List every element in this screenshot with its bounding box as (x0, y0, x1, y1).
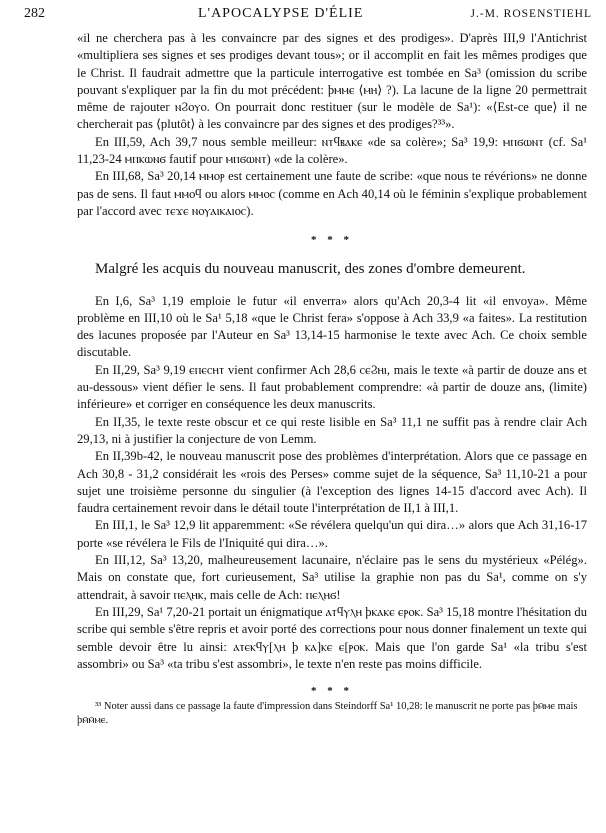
section-separator: * * * (311, 234, 353, 247)
section-lead-paragraph: Malgré les acquis du nouveau manuscrit, des zones d'ombre demeurent. (95, 260, 526, 277)
paragraph: En II,35, le texte reste obscur et ce qui reste lisible en Sa³ 11,1 ne suffit pas à rendre clair Ach 29,13, ni à justifier la conjecture de von Lemm. (77, 414, 587, 446)
paragraph: En III,68, Sa³ 20,14 ⲙⲙⲟⲣ est certainement une faute de scribe: «que nous te révérions» ne donne pas de sens. Il faut ⲙⲙⲟϥ ou alors ⲙⲙⲟⲥ (comme en Ach 40,14 où le féminin s'explique probablement par l'accord avec ⲧⲉϫⲉ ⲛⲟⲩⲁⲓⲕⲁⲓⲟⲥ). (77, 169, 587, 218)
running-header (24, 4, 592, 24)
running-author: J.-M. ROSENSTIEHL (470, 8, 592, 20)
paragraph: En I,6, Sa³ 1,19 emploie le futur «il enverra» alors qu'Ach 20,3-4 lit «il envoya». Même problème en III,10 où le Sa¹ 5,18 «que le Christ fera» s'oppose à Ach 33,9 «a faites». La restitution des lacunes proposée par l'Auteur en Sa³ 13,14-15 harmonise le texte avec Ach. Ce choix semble discutable. (77, 293, 587, 360)
paragraph: En III,59, Ach 39,7 nous semble meilleur: ⲛⲧϥⲃⲁⲕⲉ «de sa colère»; Sa³ 19,9: ⲙⲡϭⲱⲛⲧ (cf. Sa¹ 11,23-24 ⲙⲡⲕⲱⲛϭ fautif pour ⲙⲡϭⲱⲛⲧ) «de la colère». (77, 134, 587, 167)
paragraph: En III,29, Sa¹ 7,20-21 portait un énigmatique ⲁⲧϥⲩⲗⲏ ϸⲕⲁⲕⲉ ⲉⲣⲟⲕ. Sa³ 15,18 montre l'hésitation du scribe qui semble s'être repris et avoir porté des corrections pour nous donner finalement un texte qui semble devoir être lu ainsi: ⲁⲧⲉⲕϥⲩ[ⲗⲏ ϸ ⲕⲁ]ⲕⲉ ⲉ[ⲣⲟⲕ. Mais que l'on garde Sa¹ «la tribu s'est assombri» ou Sa³ «ta tribu s'est assombri», le texte n'en reste pas moins difficile. (77, 604, 587, 671)
paragraph: En III,1, le Sa³ 12,9 lit apparemment: «Se révélera quelqu'un qui dira…» alors que Ach 31,16-17 porte «se révélera le Fils de l'Iniquité qui dira…». (77, 518, 587, 550)
section-separator: * * * (311, 685, 353, 698)
page-number: 282 (24, 6, 45, 21)
running-title: L'APOCALYPSE D'ÉLIE (198, 6, 364, 21)
page-body (77, 30, 587, 728)
paragraph: En II,29, Sa³ 9,19 ⲉⲡⲉⲥⲏⲧ vient confirmer Ach 28,6 ⲥⲉϨⲏⲓ, mais le texte «à partir de douze ans et au-dessous» vient défier le sens. Il faut probablement comprendre: «à partir de douze ans, (limite) inférieure» et corriger en conséquence les deux manuscrits. (77, 362, 587, 412)
paragraph: «il ne cherchera pas à les convaincre par des signes et des prodiges». D'après III,9 l'Antichrist «multipliera ses signes et ses prodiges devant tous»; or il accomplit en fait les mêmes prodiges que le Christ. Il faudrait admettre que la particule interrogative est tombée en Sa³ (omission du scribe pouvant s'expliquer par la fin du mot précédent: ϸⲙⲙⲉ ⟨ⲙⲏ⟩ ?). La lacune de la ligne 20 permettrait même de rajouter ⲛϨⲟⲩⲟ. On pourrait donc restituer (sur le modèle de Sa¹): «⟨Est-ce que⟩ il ne chercherait pas ⟨plutôt⟩ à les convaincre par des signes et des prodiges?³³». (77, 31, 587, 132)
paragraph: En II,39b-42, le nouveau manuscrit pose des problèmes d'interprétation. Alors que ce passage en Ach 30,8 - 31,2 considérait les «rois des Perses» comme sujet de la séquence, Sa³ 11,10-21 a pour sujet une troisième personne du singulier (à l'exception des lignes 14-15 d'accord avec Ach). Il faudra certainement revoir dans le détail toute l'interprétation de II,1 à III,1. (77, 449, 587, 516)
footnote: ³³ Noter aussi dans ce passage la faute d'impression dans Steindorff Sa¹ 10,28: le manuscrit ne porte pas ϸⲙ̄ⲙⲉ mais ϸⲙ̄ⲙ̄ⲙⲉ. (77, 701, 578, 727)
paragraph: En III,12, Sa³ 13,20, malheureusement lacunaire, n'éclaire pas le sens du mystérieux «Pélég». Mais on constate que, fort curieusement, Sa³ utilise la graphie non pas du Sa¹, comme on s'y attendrait, à savoir ⲡⲉⲗⲏⲕ, mais celle de Ach: ⲡⲉⲗⲏϭ! (77, 553, 587, 602)
